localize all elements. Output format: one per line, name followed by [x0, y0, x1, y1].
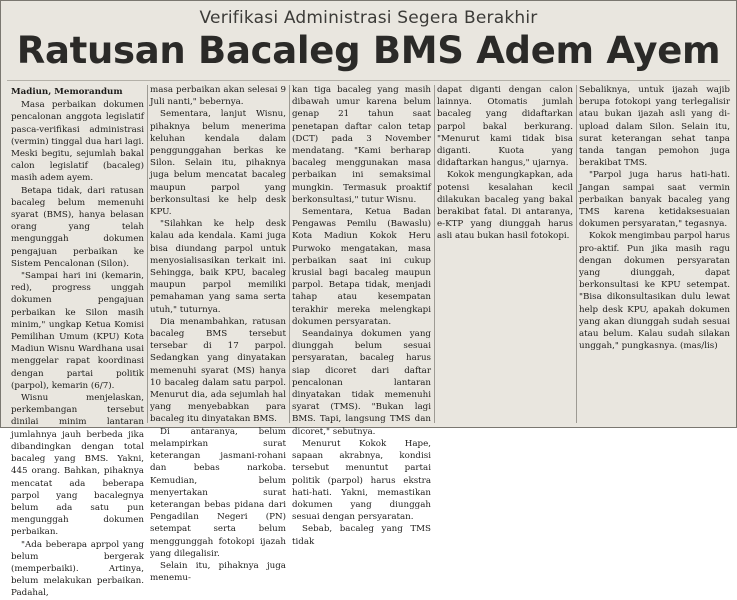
paragraph: Sementara, Ketua Badan Pengawas Pemilu (Bawaslu) Kota Madiun Kokok Heru Purwoko mengatakan, masa perbaikan saat ini cukup krusial bagi bacaleg maupun parpol. Betapa tidak, menjadi tahap atau kesempatan terakhir mereka melengkapi dokumen persyaratan. — [292, 207, 431, 327]
paragraph: "Parpol juga harus hati-hati. Jangan sampai saat vermin perbaikan banyak bacaleg yang TMS karena ketidaksesuaian dokumen persyaratan," tegasnya. — [579, 170, 730, 230]
article-column-5 — [579, 84, 730, 429]
column-divider — [147, 85, 148, 423]
paragraph: Seandainya dokumen yang diunggah belum sesuai persyaratan, bacaleg harus siap dicoret dari daftar pencalonan lantaran dinyatakan tidak memenuhi syarat (TMS). "Bukan lagi BMS. Tapi, langsung TMS dan dicoret," sebutnya. — [292, 329, 431, 437]
paragraph: Sebaliknya, untuk ijazah wajib berupa fotokopi yang terlegalisir atau bukan ijazah asli yang di-upload dalam Silon. Selain itu, surat keterangan sehat tanpa tanda tangan pemohon juga berakibat TMS. — [579, 85, 730, 169]
article-headline: Ratusan Bacaleg BMS Adem Ayem — [16, 29, 721, 72]
article-column-1 — [11, 86, 144, 599]
article-column-2 — [150, 84, 286, 584]
paragraph: Sebab, bacaleg yang TMS tidak — [292, 524, 431, 547]
column-divider — [576, 85, 577, 423]
headline-divider — [7, 80, 730, 81]
paragraph: "Sampai hari ini (kemarin, red), progress unggah dokumen pengajuan perbaikan ke Silon masih minim," ungkap Ketua Komisi Pemilihan Umum (KPU) Kota Madiun Wisnu Wardhana usai menggelar rapat koordinasi dengan partai politik (parpol), kemarin (6/7). — [11, 271, 144, 391]
paragraph: "Ada beberapa aprpol yang belum bergerak (memperbaiki). Artinya, belum melakukan perbaikan. Padahal, — [11, 539, 144, 599]
paragraph: Kokok mengungkapkan, ada potensi kesalahan kecil dilakukan bacaleg yang bakal berakibat fatal. Di antaranya, e-KTP yang diunggah harus asli atau bukan hasil fotokopi. — [437, 170, 573, 242]
paragraph: "Silahkan ke help desk kalau ada kendala. Kami juga bisa diundang parpol untuk menyosialisasikan terkait ini. Sehingga, baik KPU, bacaleg maupun parpol memiliki pemahaman yang sama serta utuh," tuturnya. — [150, 219, 286, 315]
paragraph: Sementara, lanjut Wisnu, pihaknya belum menerima keluhan kendala dalam penggunggahan berkas ke Silon. Selain itu, pihaknya juga belum mencatat bacaleg maupun parpol yang berkonsultasi ke help desk KPU. — [150, 109, 286, 218]
paragraph: dapat diganti dengan calon lainnya. Otomatis jumlah bacaleg yang didaftarkan parpol bakal berkurang. "Menurut kami tidak bisa diganti. Kuota yang didaftarkan hangus," ujarnya. — [437, 85, 573, 169]
article-column-3 — [292, 84, 431, 547]
paragraph: Masa perbaikan dokumen pencalonan anggota legislatif pasca-verifikasi administrasi (vermin) tinggal dua hari lagi. Meski begitu, sejumlah bakal calon legislatif (bacaleg) masih adem ayem. — [11, 100, 144, 184]
paragraph: Selain itu, pihaknya juga menemu- — [150, 560, 286, 584]
paragraph: Menurut Kokok Hape, sapaan akrabnya, kondisi tersebut menuntut partai politik (parpol) harus ekstra hati-hati. Yakni, memastikan dokumen yang diunggah sesuai dengan persyaratan. — [292, 438, 431, 523]
column-divider — [289, 85, 290, 423]
paragraph: kan tiga bacaleg yang masih dibawah umur karena belum genap 21 tahun saat penetapan daftar calon tetap (DCT) pada 3 November mendatang. "Kami berharap bacaleg menggunakan masa perbaikan ini semaksimal mungkin. Termasuk proaktif berkonsultasi," tutur Wisnu. — [292, 85, 431, 205]
paragraph: Dia menambahkan, ratusan bacaleg BMS tersebut tersebar di 17 parpol. Sedangkan yang dinyatakan memenuhi syarat (MS) hanya 10 bacaleg dalam satu parpol. Menurut dia, ada sejumlah hal yang menyebabkan para bacaleg itu dinyatakan BMS. — [150, 316, 286, 425]
paragraph: Wisnu menjelaskan, perkembangan tersebut dinilai minim lantaran jumlahnya jauh berbeda jika dibandingkan dengan total bacaleg yang BMS. Yakni, 445 orang. Bahkan, pihaknya mencatat ada beberapa parpol yang bacalegnya belum ada satu pun mengunggah dokumen perbaikan. — [11, 393, 144, 538]
column-divider — [434, 85, 435, 423]
paragraph: masa perbaikan akan selesai 9 Juli nanti," bebernya. — [150, 85, 286, 108]
article-dateline: Madiun, Memorandum — [11, 87, 123, 97]
article-column-4 — [437, 84, 573, 429]
paragraph: Betapa tidak, dari ratusan bacaleg belum memenuhi syarat (BMS), hanya belasan orang yang telah mengunggah dokumen pengajuan perbaikan ke Sistem Pencalonan (Silon). — [11, 185, 144, 269]
article-kicker: Verifikasi Administrasi Segera Berakhir — [199, 8, 538, 28]
paragraph: Kokok mengimbau parpol harus pro-aktif. Pun jika masih ragu dengan dokumen persyaratan yang diunggah, dapat berkonsultasi ke KPU setempat. "Bisa dikonsultasikan dulu lewat help desk KPU, apakah dokumen yang akan diunggah sudah sesuai atau belum. Kalau sudah silakan unggah," pungkasnya. (mas/lis) — [579, 231, 730, 352]
paragraph: Di antaranya, belum melampirkan surat keterangan jasmani-rohani dan bebas narkoba. Kemudian, belum menyertakan surat keterangan bebas pidana dari Pengadilan Negeri (PN) setempat serta belum menggunggah fotokopi ijazah yang dilegalisir. — [150, 426, 286, 559]
